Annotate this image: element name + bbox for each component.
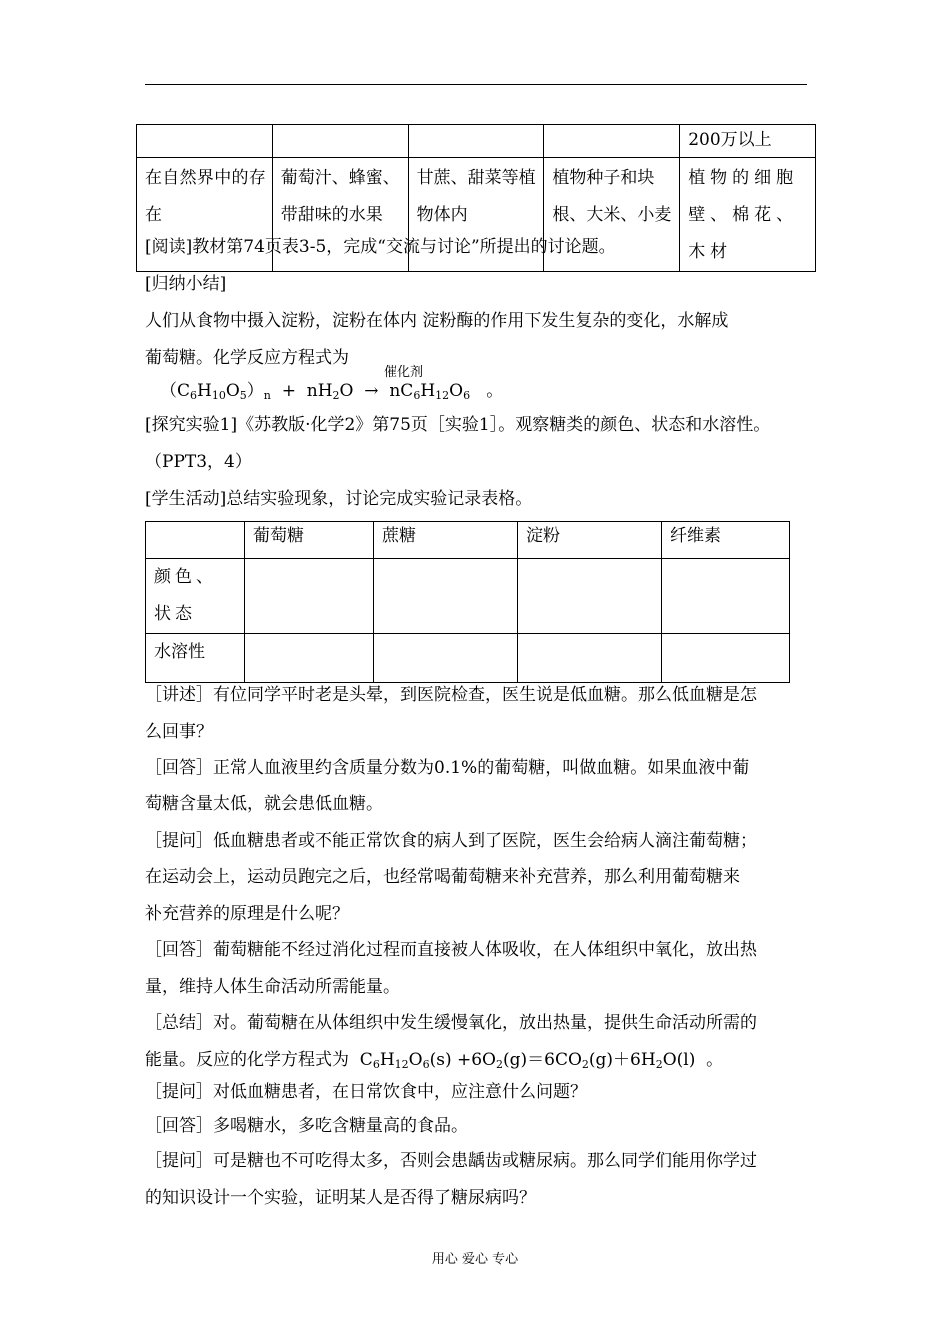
table-header-row bbox=[146, 522, 790, 559]
table-cell bbox=[374, 634, 518, 683]
header-rule bbox=[145, 84, 807, 85]
table-header: 蔗糖 bbox=[374, 522, 518, 559]
product-glucose: $nC_6H_{12}O_6$ bbox=[389, 381, 471, 402]
paragraph: ［回答］葡萄糖能不经过消化过程而直接被人体吸收，在人体组织中氧化，放出热 bbox=[145, 940, 757, 960]
paragraph: [探究实验1]《苏教版·化学2》第75页［实验1］。观察糖类的颜色、状态和水溶性。 bbox=[145, 415, 771, 435]
starch-hydrolysis-equation bbox=[160, 376, 503, 402]
table-row bbox=[146, 634, 790, 683]
table-row bbox=[137, 125, 816, 158]
paragraph: ［总结］对。葡萄糖在从体组织中发生缓慢氧化，放出热量，提供生命活动所需的 bbox=[145, 1013, 757, 1033]
paragraph: 葡萄糖。化学反应方程式为 bbox=[145, 348, 349, 368]
paragraph: [阅读]教材第74页表3-5，完成“交流与讨论”所提出的讨论题。 bbox=[145, 237, 616, 257]
arrow-icon: → bbox=[364, 381, 379, 401]
table-row bbox=[146, 559, 790, 634]
paragraph: 么回事？ bbox=[145, 722, 213, 742]
paragraph: （PPT3，4） bbox=[145, 452, 252, 472]
plus-sign: + bbox=[281, 381, 296, 401]
table-cell bbox=[245, 559, 374, 634]
table-cell bbox=[662, 634, 790, 683]
paragraph: ［提问］可是糖也不可吃得太多，否则会患龋齿或糖尿病。那么同学们能用你学过 bbox=[145, 1151, 757, 1171]
table-header bbox=[146, 522, 245, 559]
table-cell: 甘蔗、甜菜等植物体内 bbox=[408, 158, 544, 272]
paragraph: 量，维持人体生命活动所需能量。 bbox=[145, 977, 400, 997]
table-cell bbox=[544, 125, 680, 158]
paragraph: ［回答］多喝糖水，多吃含糖量高的食品。 bbox=[145, 1116, 468, 1136]
reactant-water: $nH_2O$ bbox=[306, 381, 354, 402]
table-header: 葡萄糖 bbox=[245, 522, 374, 559]
paragraph: 在运动会上，运动员跑完之后，也经常喝葡萄糖来补充营养，那么利用葡萄糖来 bbox=[145, 867, 740, 887]
table-cell bbox=[137, 125, 273, 158]
period: 。 bbox=[486, 381, 504, 401]
paragraph: ［讲述］有位同学平时老是头晕，到医院检查，医生说是低血糖。那么低血糖是怎 bbox=[145, 685, 757, 705]
reactant-starch: $(C_6H_{10}O_5)_n$ bbox=[160, 381, 271, 402]
table-cell: 葡萄汁、蜂蜜、带甜味的水果 bbox=[272, 158, 408, 272]
table-cell: 在自然界中的存在 bbox=[137, 158, 273, 272]
table-cell bbox=[518, 634, 662, 683]
catalyst-label: 催化剂 bbox=[384, 365, 424, 380]
table-cell: 植物的细胞壁、棉花、木材 bbox=[680, 158, 816, 272]
table-cell: 200万以上 bbox=[680, 125, 816, 158]
paragraph: [归纳小结] bbox=[145, 274, 227, 294]
table-cell: 植物种子和块根、大米、小麦 bbox=[544, 158, 680, 272]
paragraph: 人们从食物中摄入淀粉，淀粉在体内 淀粉酶的作用下发生复杂的变化，水解成 bbox=[145, 311, 729, 331]
paragraph: 的知识设计一个实验，证明某人是否得了糖尿病吗？ bbox=[145, 1188, 536, 1208]
table-cell bbox=[374, 559, 518, 634]
row-label: 水溶性 bbox=[146, 634, 245, 683]
paragraph: 萄糖含量太低，就会患低血糖。 bbox=[145, 794, 383, 814]
row-label: 颜色、状态 bbox=[146, 559, 245, 634]
table-header: 淀粉 bbox=[518, 522, 662, 559]
table-cell bbox=[662, 559, 790, 634]
table-header: 纤维素 bbox=[662, 522, 790, 559]
paragraph: 补充营养的原理是什么呢？ bbox=[145, 904, 349, 924]
table-cell bbox=[518, 559, 662, 634]
table-cell bbox=[408, 125, 544, 158]
paragraph: ［回答］正常人血液里约含质量分数为0.1%的葡萄糖，叫做血糖。如果血液中葡 bbox=[145, 758, 750, 778]
page-footer: 用心 爱心 专心 bbox=[431, 1252, 519, 1267]
paragraph-text: 能量。反应的化学方程式为 bbox=[145, 1050, 349, 1070]
paragraph: ［提问］对低血糖患者，在日常饮食中，应注意什么问题？ bbox=[145, 1082, 587, 1102]
glucose-oxidation-equation: $C_6H_{12}O_6(s) +6O_2(g)=6CO_2(g)+6H_2O(l)$ 。 bbox=[354, 1050, 724, 1071]
paragraph: [学生活动]总结实验现象，讨论完成实验记录表格。 bbox=[145, 489, 533, 509]
table-cell bbox=[245, 634, 374, 683]
paragraph: ［提问］低血糖患者或不能正常饮食的病人到了医院，医生会给病人滴注葡萄糖； bbox=[145, 831, 757, 851]
experiment-record-table bbox=[145, 521, 790, 683]
table-cell bbox=[272, 125, 408, 158]
